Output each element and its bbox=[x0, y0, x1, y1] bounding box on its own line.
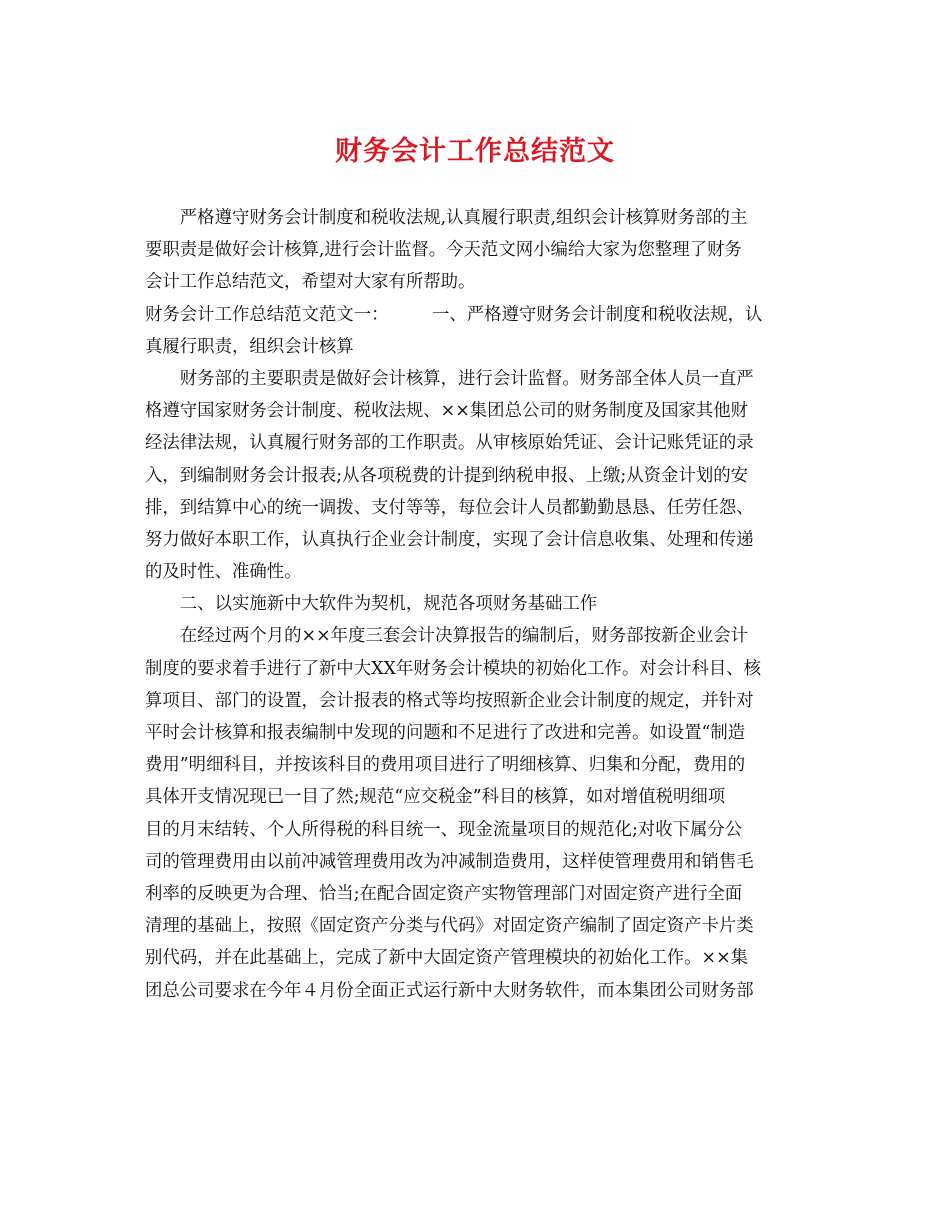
text-line: 具体开支情况现已一目了然;规范“应交税金”科目的核算，如对增值税明细项 bbox=[145, 787, 726, 808]
text-line: 费用”明细科目，并按该科目的费用项目进行了明细核算、归集和分配，费用的 bbox=[145, 755, 746, 776]
document-body bbox=[145, 202, 805, 1007]
text-line: 目的月末结转、个人所得税的科目统一、现金流量项目的规范化;对收下属分公 bbox=[145, 819, 743, 840]
text-line: 利率的反映更为合理、恰当;在配合固定资产实物管理部门对固定资产进行全面 bbox=[145, 883, 743, 904]
text-line: 努力做好本职工作，认真执行企业会计制度，实现了会计信息收集、处理和传递 bbox=[145, 529, 754, 550]
text-line: 在经过两个月的××年度三套会计决算报告的编制后，财务部按新企业会计 bbox=[145, 626, 749, 647]
document-title: 财务会计工作总结范文 bbox=[335, 136, 615, 167]
text-line: 团总公司要求在今年４月份全面正式运行新中大财务软件，而本集团公司财务部 bbox=[145, 980, 754, 1001]
text-line: 司的管理费用由以前冲减管理费用改为冲减制造费用，这样使管理费用和销售毛 bbox=[145, 851, 754, 872]
text-line: 财务部的主要职责是做好会计核算，进行会计监督。财务部全体人员一直严 bbox=[145, 368, 754, 389]
text-line: 别代码，并在此基础上，完成了新中大固定资产管理模块的初始化工作。××集 bbox=[145, 948, 749, 969]
text-line: 平时会计核算和报表编制中发现的问题和不足进行了改进和完善。如设置“制造 bbox=[145, 723, 746, 743]
text-line: 清理的基础上，按照《固定资产分类与代码》对固定资产编制了固定资产卡片类 bbox=[145, 916, 754, 937]
text-line: 二、以实施新中大软件为契机，规范各项财务基础工作 bbox=[145, 594, 598, 615]
text-line: 会计工作总结范文，希望对大家有所帮助。 bbox=[145, 272, 476, 293]
text-line: 制度的要求着手进行了新中大XX年财务会计模块的初始化工作。对会计科目、核 bbox=[145, 658, 762, 679]
text-line: 算项目、部门的设置，会计报表的格式等均按照新企业会计制度的规定，并针对 bbox=[145, 690, 754, 711]
text-line: 财务会计工作总结范文范文一： 一、严格遵守财务会计制度和税收法规，认 bbox=[145, 304, 763, 325]
text-line: 要职责是做好会计核算,进行会计监督。今天范文网小编给大家为您整理了财务 bbox=[145, 240, 742, 261]
text-line: 经法律法规，认真履行财务部的工作职责。从审核原始凭证、会计记账凭证的录 bbox=[145, 433, 754, 454]
text-line: 格遵守国家财务会计制度、税收法规、××集团总公司的财务制度及国家其他财 bbox=[145, 401, 749, 422]
text-line: 严格遵守财务会计制度和税收法规,认真履行职责,组织会计核算财务部的主 bbox=[145, 208, 748, 228]
text-line: 真履行职责，组织会计核算 bbox=[145, 336, 354, 357]
text-line: 排，到结算中心的统一调拨、支付等等，每位会计人员都勤勤恳恳、任劳任怨、 bbox=[145, 497, 754, 518]
text-line: 的及时性、准确性。 bbox=[145, 562, 302, 583]
text-line: 入，到编制财务会计报表;从各项税费的计提到纳税申报、上缴;从资金计划的安 bbox=[145, 465, 749, 486]
